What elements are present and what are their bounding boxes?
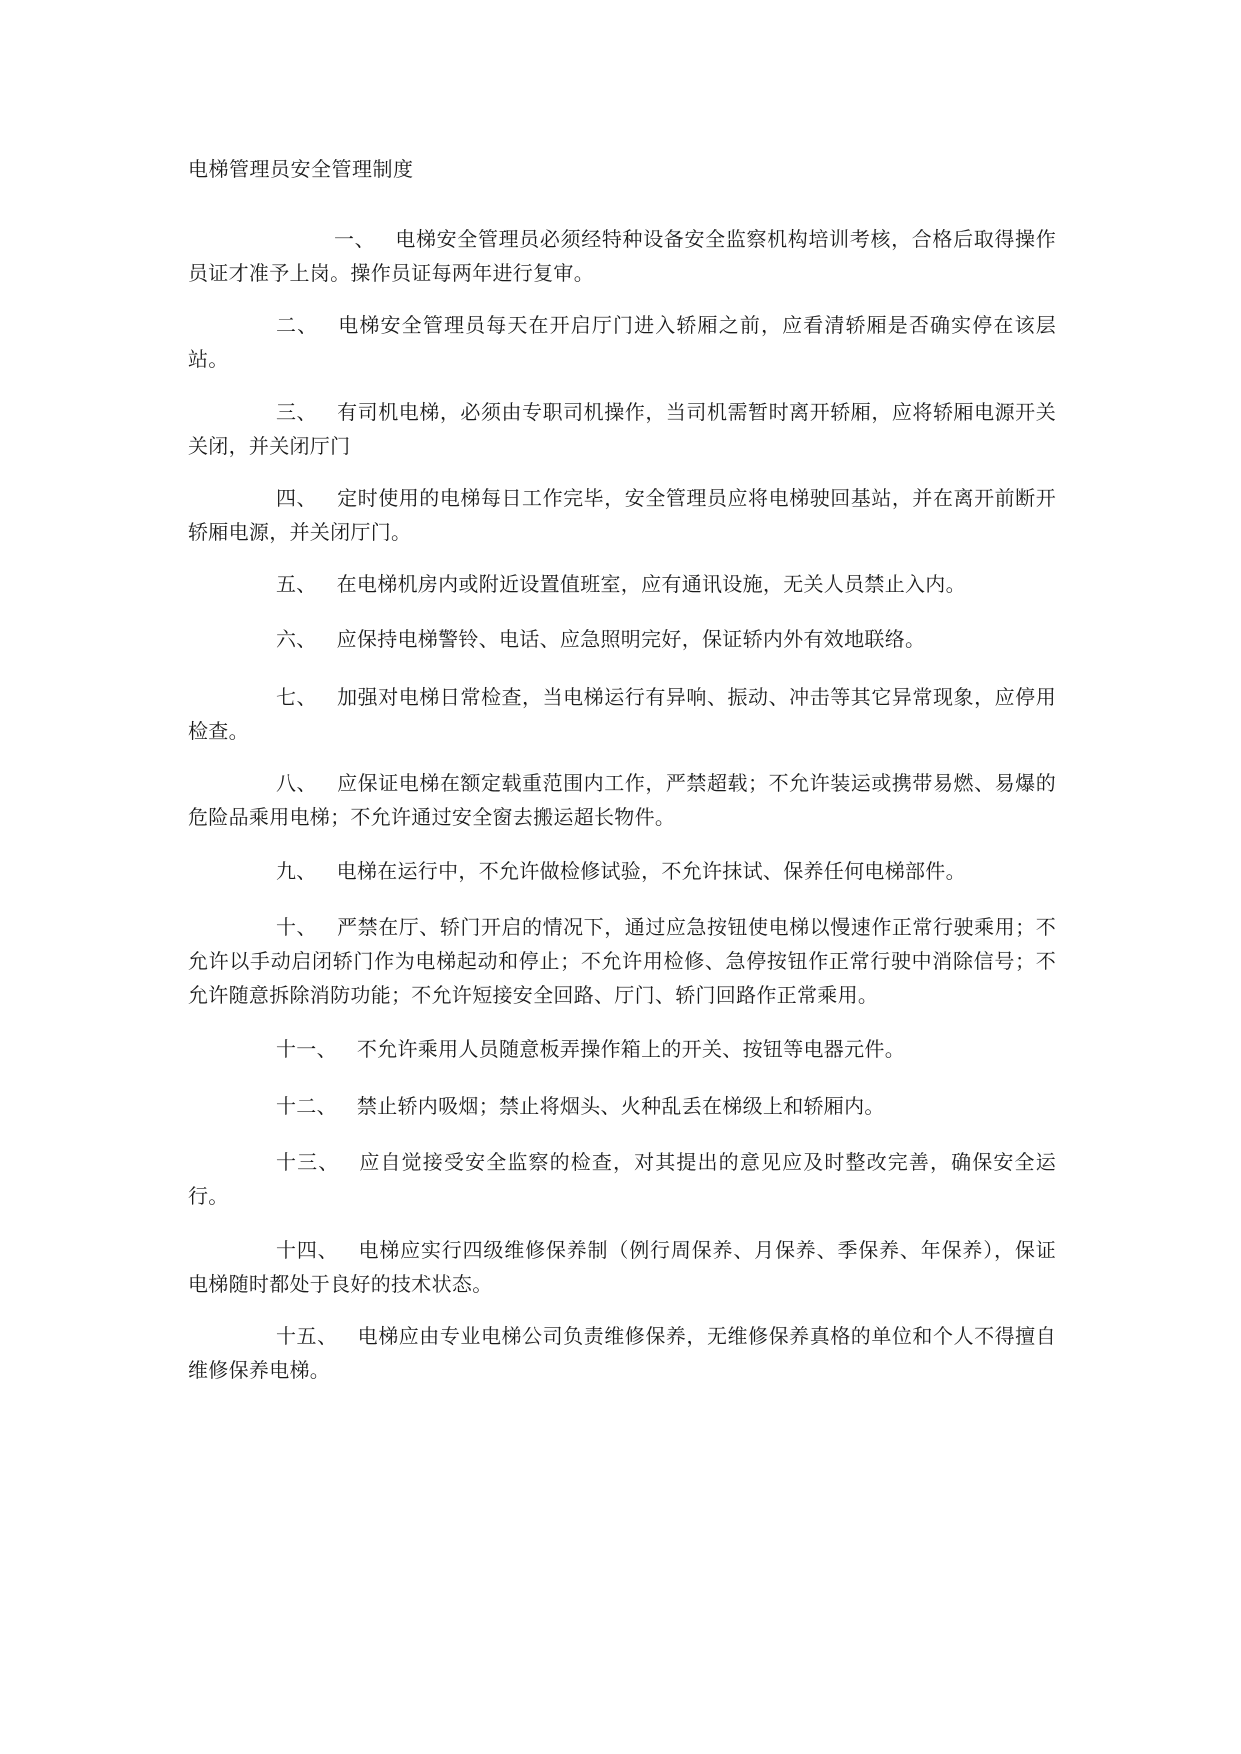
clause-number: 五、 xyxy=(276,572,317,596)
clause-text: 应保持电梯警铃、电话、应急照明完好，保证轿内外有效地联络。 xyxy=(336,627,926,651)
clause-number: 十五、 xyxy=(276,1324,338,1348)
clause-number: 十三、 xyxy=(276,1150,340,1174)
clause-number: 三、 xyxy=(276,400,318,424)
clause-text: 应保证电梯在额定载重范围内工作，严禁超载；不允许装运或携带易燃、易爆的危险品乘用电梯；不允许通过安全窗去搬运超长物件。 xyxy=(188,771,1057,829)
clause-number: 十四、 xyxy=(276,1238,339,1262)
clause-text: 应自觉接受安全监察的检查，对其提出的意见应及时整改完善，确保安全运行。 xyxy=(188,1150,1056,1208)
clause-9 xyxy=(188,854,1056,888)
clause-5 xyxy=(188,567,1056,601)
clause-text: 电梯应由专业电梯公司负责维修保养，无维修保养真格的单位和个人不得擅自维修保养电梯。 xyxy=(188,1324,1057,1382)
clause-text: 加强对电梯日常检查，当电梯运行有异响、振动、冲击等其它异常现象，应停用检查。 xyxy=(188,685,1057,743)
clause-number: 六、 xyxy=(276,627,317,651)
clause-number: 十、 xyxy=(276,915,318,939)
clause-text: 严禁在厅、轿门开启的情况下，通过应急按钮使电梯以慢速作正常行驶乘用；不允许以手动启闭轿门作为电梯起动和停止；不允许用检修、急停按钮作正常行驶中消除信号；不允许随意拆除消防功能；不允许短接安全回路、厅门、轿门回路作正常乘用。 xyxy=(188,915,1057,1007)
clause-number: 四、 xyxy=(276,486,318,510)
clause-number: 八、 xyxy=(276,771,318,795)
clause-text: 电梯安全管理员必须经特种设备安全监察机构培训考核，合格后取得操作员证才准予上岗。操作员证每两年进行复审。 xyxy=(188,227,1056,285)
clause-text: 电梯安全管理员每天在开启厅门进入轿厢之前，应看清轿厢是否确实停在该层站。 xyxy=(188,313,1056,371)
clause-number: 二、 xyxy=(276,313,319,337)
document-title: 电梯管理员安全管理制度 xyxy=(188,157,414,181)
clause-text: 不允许乘用人员随意板弄操作箱上的开关、按钮等电器元件。 xyxy=(356,1037,906,1061)
clause-text: 电梯在运行中，不允许做检修试验，不允许抹试、保养任何电梯部件。 xyxy=(336,859,966,883)
clause-15 xyxy=(188,1319,1056,1387)
clause-number: 九、 xyxy=(276,859,317,883)
clause-number: 十二、 xyxy=(276,1094,337,1118)
clause-number: 七、 xyxy=(276,685,318,709)
clause-text: 在电梯机房内或附近设置值班室，应有通讯设施，无关人员禁止入内。 xyxy=(336,572,966,596)
clause-text: 电梯应实行四级维修保养制（例行周保养、月保养、季保养、年保养），保证电梯随时都处于良好的技术状态。 xyxy=(188,1238,1056,1296)
clause-7 xyxy=(188,680,1056,748)
clause-10 xyxy=(188,910,1056,1012)
clause-number: 十一、 xyxy=(276,1037,337,1061)
clause-4 xyxy=(188,481,1056,549)
clause-1 xyxy=(188,222,1056,290)
clause-text: 定时使用的电梯每日工作完毕，安全管理员应将电梯驶回基站，并在离开前断开轿厢电源，并关闭厅门。 xyxy=(188,486,1057,544)
clause-11 xyxy=(188,1032,1056,1066)
clause-6 xyxy=(188,622,1056,656)
clause-14 xyxy=(188,1233,1056,1301)
clause-2 xyxy=(188,308,1056,376)
clause-8 xyxy=(188,766,1056,834)
clause-12 xyxy=(188,1089,1056,1123)
clause-text: 禁止轿内吸烟；禁止将烟头、火种乱丢在梯级上和轿厢内。 xyxy=(356,1094,885,1118)
clause-3 xyxy=(188,395,1056,463)
clause-13 xyxy=(188,1145,1056,1213)
clause-number: 一、 xyxy=(334,227,376,251)
clause-text: 有司机电梯，必须由专职司机操作，当司机需暂时离开轿厢，应将轿厢电源开关关闭，并关闭厅门 xyxy=(188,400,1057,458)
